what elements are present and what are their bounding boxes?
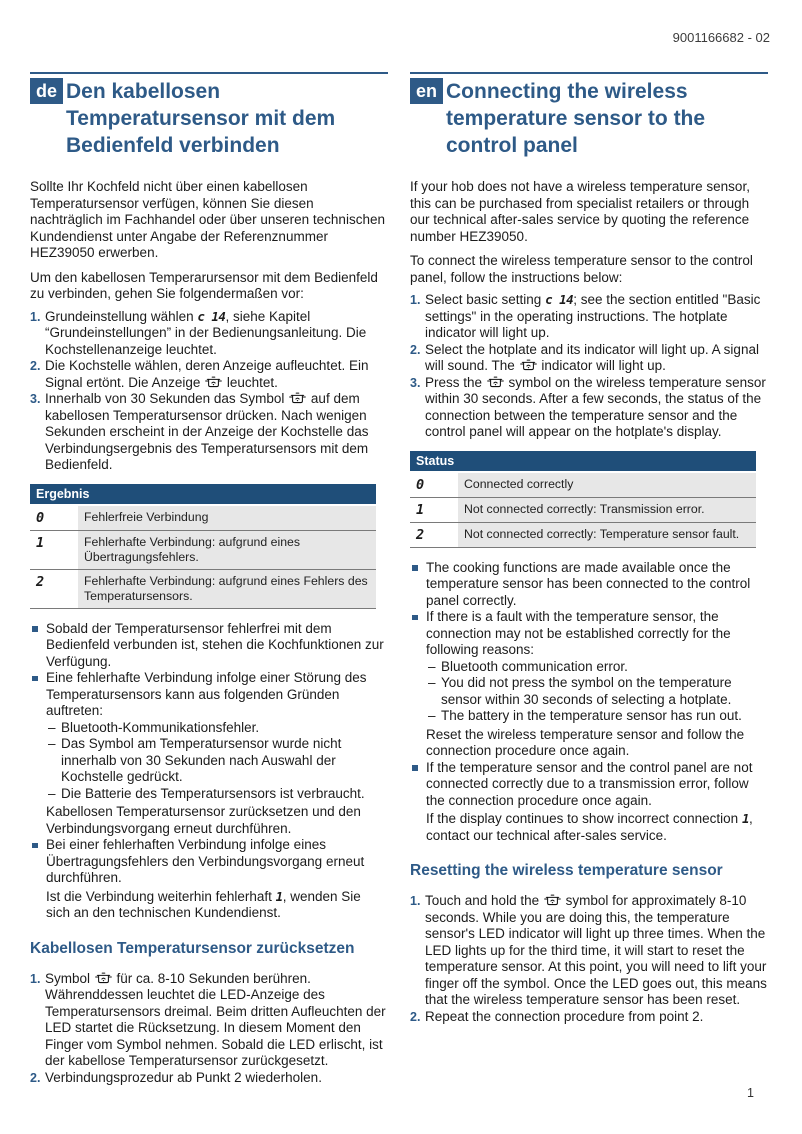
- note-continuation: Reset the wireless temperature sensor and follow the connection procedure once again.: [426, 726, 745, 758]
- bullet-icon: [32, 676, 38, 682]
- section-title-de: Den kabellosen Temperatursensor mit dem Bedienfeld verbinden: [66, 80, 336, 157]
- step-number: 1.: [30, 971, 41, 986]
- document-number: 9001166682 - 02: [672, 30, 770, 45]
- note-continuation: Kabellosen Temperatursensor zurücksetzen und den Verbindungsvorgang erneut durchführen.: [46, 804, 361, 836]
- dash-icon: –: [48, 719, 56, 735]
- segment-display-code: c 14: [545, 292, 574, 307]
- sub-list-item: [48, 736, 388, 786]
- list-item: [410, 760, 768, 845]
- sub-list-item: [428, 708, 768, 725]
- dash-icon: –: [48, 785, 56, 801]
- title-block-de: [30, 72, 388, 159]
- sub-list-item: [48, 786, 388, 803]
- sub-item-text: The battery in the temperature sensor has run out.: [441, 708, 742, 723]
- note-text: Bei einer fehlerhaften Verbindung infolge eines Übertragungsfehlers den Verbindungsvorgang erneut durchführen.: [46, 837, 365, 885]
- note-text: Eine fehlerhafte Verbindung infolge einer Störung des Temperatursensors kann aus folgenden Gründen auftreten:: [46, 670, 367, 718]
- page-number: 1: [747, 1086, 754, 1100]
- step-number: 2.: [30, 359, 41, 373]
- intro-paragraph: Sollte Ihr Kochfeld nicht über einen kabellosen Temperatursensor verfügen, können Sie diesen nachträglich im Fachhandel oder über unseren technischen Kundendienst unter Angabe der Referenznummer HEZ39050 erwerben.: [30, 179, 385, 260]
- sub-list: [426, 659, 768, 725]
- step-text: ; see the section entitled "Basic settings" in the operating instructions. The hotplate indicator will light up.: [425, 292, 761, 340]
- bullet-icon: [32, 843, 38, 849]
- step-item: [410, 375, 768, 441]
- notes-list-de: [30, 621, 388, 922]
- step-text: Grundeinstellung wählen: [45, 308, 198, 324]
- step-text: Repeat the connection procedure from point 2.: [425, 1008, 704, 1024]
- intro-paragraph: If your hob does not have a wireless temperature sensor, this can be purchased from specialist retailers or through our technical after-sales service by quoting the reference number HEZ39050.: [410, 179, 750, 244]
- note-continuation: [46, 889, 388, 922]
- reset-steps-en: [410, 893, 768, 1025]
- table-header: Status: [410, 451, 756, 472]
- temperature-sensor-symbol-icon: [544, 894, 561, 906]
- column-en: [410, 72, 768, 1096]
- step-text: symbol for approximately 8-10 seconds. While you are doing this, the temperature sensor's LED indicator will light up three times. When the LED lights up for the third time, it will start to reset the temperature sensor. At this point, you will need to lift your finger off the symbol. Once the LED goes out, this means that the wireless temperature sensor has been reset.: [425, 893, 767, 1007]
- result-table-de: [30, 484, 376, 609]
- list-item: [30, 670, 388, 837]
- column-de: [30, 72, 388, 1096]
- language-badge-en: en: [410, 78, 443, 104]
- temperature-sensor-symbol-icon: [289, 392, 306, 404]
- sub-item-text: Bluetooth communication error.: [441, 658, 628, 674]
- temperature-sensor-symbol-icon: [95, 972, 112, 984]
- note-text: Sobald der Temperatursensor fehlerfrei mit dem Bedienfeld verbunden ist, stehen die Kochfunktionen zur Verfügung.: [46, 620, 384, 669]
- step-item: [30, 309, 388, 359]
- table-row: [30, 505, 376, 531]
- display-code-cell: 1: [410, 497, 458, 522]
- sub-item-text: Die Batterie des Temperatursensors ist verbraucht.: [61, 785, 365, 801]
- note-text: , contact our technical after-sales service.: [426, 811, 753, 843]
- two-column-layout: [30, 72, 768, 1096]
- step-text: leuchtet.: [223, 374, 278, 390]
- notes-list-en: [410, 560, 768, 845]
- step-text: Innerhalb von 30 Sekunden das Symbol: [45, 391, 289, 406]
- segment-display-code: 1: [275, 888, 283, 904]
- list-item: [410, 609, 768, 760]
- description-cell: Not connected correctly: Temperature sensor fault.: [458, 522, 756, 547]
- step-number: 2.: [30, 1070, 41, 1085]
- table-row: [30, 569, 376, 608]
- step-text: auf dem kabellosen Temperatursensor drücken. Nach wenigen Sekunden erscheint in der Anzeige der Kochstelle das Verbindungsergebnis des Temperatursensors mit dem Bedienfeld.: [45, 391, 369, 472]
- step-text: Symbol: [45, 970, 94, 986]
- list-item: [410, 560, 768, 610]
- step-item: [410, 292, 768, 342]
- step-text: Touch and hold the: [425, 893, 543, 908]
- step-number: 1.: [30, 309, 41, 324]
- step-number: 2.: [410, 342, 421, 357]
- step-text: indicator will light up.: [537, 358, 666, 373]
- table-row: [410, 522, 756, 547]
- step-item: [30, 358, 388, 391]
- step-text: , siehe Kapitel “Grundeinstellungen” in der Bedienungsanleitung. Die Kochstellenanzeige leuchtet.: [45, 308, 367, 357]
- intro-paragraph: To connect the wireless temperature sensor to the control panel, follow the instructions below:: [410, 253, 753, 285]
- description-cell: Fehlerfreie Verbindung: [78, 505, 376, 531]
- step-item: [30, 971, 388, 1070]
- temperature-sensor-symbol-icon: [487, 376, 504, 388]
- step-item: [410, 893, 768, 1009]
- list-item: [30, 837, 388, 922]
- bullet-icon: [412, 565, 418, 571]
- list-item: [30, 621, 388, 671]
- display-code-cell: 2: [30, 569, 78, 608]
- table-row: [410, 497, 756, 522]
- status-table-en: [410, 451, 756, 548]
- note-text: If the temperature sensor and the control panel are not connected correctly due to a transmission error, follow the connection procedure once again.: [426, 759, 753, 808]
- temperature-sensor-symbol-icon: [205, 376, 222, 388]
- table-header: Ergebnis: [30, 484, 376, 505]
- connect-steps-en: [410, 292, 768, 441]
- description-cell: Not connected correctly: Transmission error.: [458, 497, 756, 522]
- step-number: 2.: [410, 1009, 421, 1024]
- step-text: Die Kochstelle wählen, deren Anzeige aufleuchtet. Ein Signal ertönt. Die Anzeige: [45, 358, 369, 390]
- display-code-cell: 0: [410, 472, 458, 498]
- description-cell: Connected correctly: [458, 472, 756, 498]
- title-block-en: [410, 72, 768, 159]
- step-number: 3.: [410, 375, 421, 390]
- sub-item-text: Bluetooth-Kommunikationsfehler.: [61, 719, 260, 735]
- display-code-cell: 2: [410, 522, 458, 547]
- reset-heading-de: Kabellosen Temperatursensor zurücksetzen: [30, 939, 355, 957]
- step-item: [410, 1009, 768, 1026]
- reset-steps-de: [30, 971, 388, 1087]
- table-row: [30, 530, 376, 569]
- dash-icon: –: [48, 736, 56, 751]
- sub-list: [46, 720, 388, 803]
- step-text: Select basic setting: [425, 292, 546, 307]
- intro-paragraph: Um den kabellosen Temperarursensor mit dem Bedienfeld zu verbinden, gehen Sie folgendermaßen vor:: [30, 269, 378, 301]
- step-item: [410, 342, 768, 375]
- note-text: The cooking functions are made available once the temperature sensor has been connected to the control panel correctly.: [426, 559, 751, 608]
- connect-steps-de: [30, 309, 388, 474]
- step-text: symbol on the wireless temperature sensor within 30 seconds. After a few seconds, the status of the connection between the temperature sensor and the control panel will appear on the hotplate's display.: [425, 374, 766, 439]
- display-code-cell: 1: [30, 530, 78, 569]
- dash-icon: –: [428, 658, 436, 674]
- reset-heading-en: Resetting the wireless temperature sensor: [410, 862, 723, 879]
- language-badge-de: de: [30, 78, 63, 104]
- bullet-icon: [412, 615, 418, 621]
- note-continuation: [426, 811, 768, 844]
- step-number: 3.: [30, 392, 41, 406]
- table-row: [410, 472, 756, 498]
- step-item: [30, 391, 388, 474]
- dash-icon: –: [428, 708, 436, 723]
- step-item: [30, 1070, 388, 1087]
- note-text: If there is a fault with the temperature sensor, the connection may not be established correctly for the following reasons:: [426, 609, 731, 657]
- step-text: Select the hotplate and its indicator will light up. A signal will sound. The: [425, 341, 759, 373]
- sub-list-item: [428, 659, 768, 676]
- section-title-en: Connecting the wireless temperature sensor to the control panel: [446, 80, 706, 157]
- description-cell: Fehlerhafte Verbindung: aufgrund eines Übertragungsfehlers.: [78, 530, 376, 569]
- bullet-icon: [32, 626, 38, 632]
- step-text: Press the: [425, 374, 486, 390]
- sub-list-item: [48, 720, 388, 737]
- segment-display-code: c 14: [197, 308, 226, 324]
- display-code-cell: 0: [30, 505, 78, 531]
- note-text: , wenden Sie sich an den technischen Kundendienst.: [46, 888, 361, 920]
- segment-display-code: 1: [741, 811, 749, 826]
- sub-item-text: You did not press the symbol on the temperature sensor within 30 seconds of selecting a hotplate.: [441, 675, 732, 707]
- note-text: If the display continues to show incorrect connection: [426, 811, 742, 826]
- dash-icon: –: [428, 675, 436, 690]
- step-number: 1.: [410, 293, 421, 307]
- step-number: 1.: [410, 894, 421, 908]
- sub-list-item: [428, 675, 768, 708]
- note-text: Ist die Verbindung weiterhin fehlerhaft: [46, 888, 276, 904]
- temperature-sensor-symbol-icon: [520, 359, 537, 371]
- step-text: Verbindungsprozedur ab Punkt 2 wiederholen.: [45, 1069, 322, 1085]
- step-text: für ca. 8-10 Sekunden berühren. Währenddessen leuchtet die LED-Anzeige des Temperatursensors dreimal. Beim dritten Aufleuchten der LED startet die Rücksetzung. In diesem Moment den Finger vom Symbol nehmen. Sobald die LED erlischt, ist der kabellose Temperatursensor zurückgesetzt.: [45, 970, 386, 1068]
- bullet-icon: [412, 765, 418, 771]
- description-cell: Fehlerhafte Verbindung: aufgrund eines Fehlers des Temperatursensors.: [78, 569, 376, 608]
- sub-item-text: Das Symbol am Temperatursensor wurde nicht innerhalb von 30 Sekunden nach Auswahl der Kochstelle gedrückt.: [61, 736, 342, 784]
